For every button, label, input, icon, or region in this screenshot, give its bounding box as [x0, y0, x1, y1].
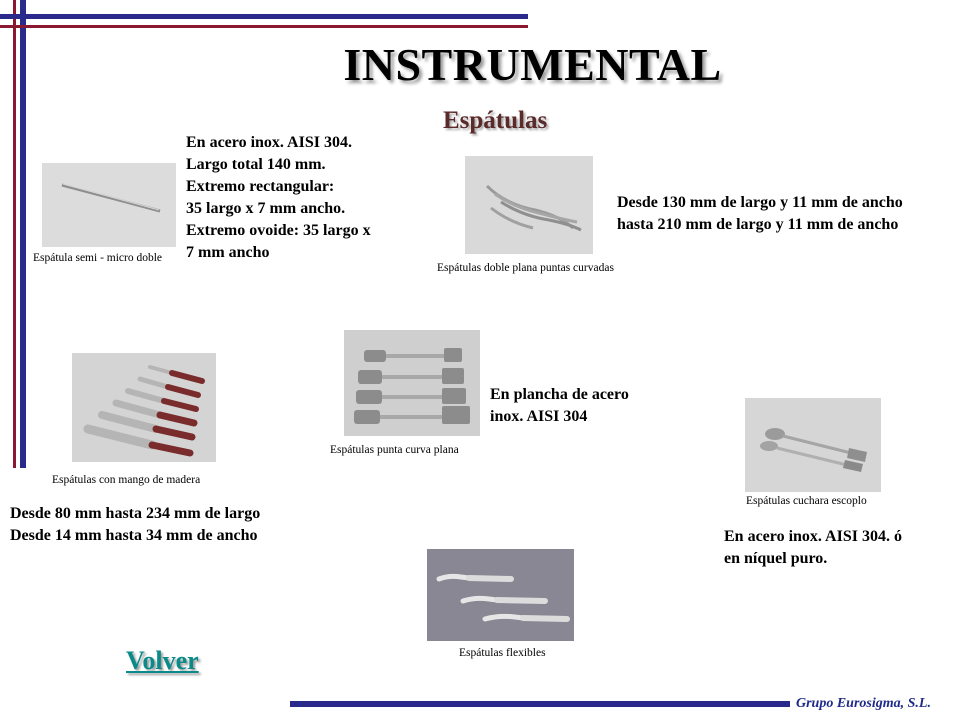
photo-espatulas-mango-madera: [72, 353, 216, 462]
description-line: En plancha de acero: [490, 386, 629, 403]
caption-espatulas-cuchara-escoplo: Espátulas cuchara escoplo: [746, 495, 867, 507]
footer-company: Grupo Eurosigma, S.L.: [796, 696, 931, 711]
description-line: Extremo rectangular:: [186, 178, 335, 195]
description-line: Extremo ovoide: 35 largo x: [186, 222, 371, 239]
description-espatulas-doble-plana: [617, 192, 903, 236]
frame-top-navy: [0, 14, 528, 19]
caption-espatulas-doble-plana: Espátulas doble plana puntas curvadas: [437, 262, 614, 274]
photo-espatula-semi-micro: [42, 163, 176, 247]
description-line: En acero inox. AISI 304.: [186, 134, 352, 151]
description-espatulas-cuchara-escoplo: [724, 526, 902, 570]
description-line: hasta 210 mm de largo y 11 mm de ancho: [617, 216, 899, 233]
description-espatula-semi-micro: [186, 132, 371, 264]
description-line: Largo total 140 mm.: [186, 156, 326, 173]
photo-espatulas-punta-curva: [344, 330, 480, 436]
description-line: en níquel puro.: [724, 550, 828, 567]
photo-espatulas-cuchara-escoplo: [745, 398, 881, 492]
description-line: Desde 80 mm hasta 234 mm de largo: [10, 505, 261, 522]
description-line: Desde 14 mm hasta 34 mm de ancho: [10, 527, 258, 544]
photo-espatulas-doble-plana: [465, 156, 593, 254]
description-line: inox. AISI 304: [490, 408, 588, 425]
back-link[interactable]: Volver: [126, 646, 199, 675]
caption-espatula-semi-micro: Espátula semi - micro doble: [33, 252, 163, 264]
description-line: 7 mm ancho: [186, 244, 270, 261]
section-subtitle: Espátulas: [443, 107, 548, 134]
description-espatulas-punta-curva: [490, 384, 629, 428]
caption-espatulas-mango-madera: Espátulas con mango de madera: [52, 474, 201, 486]
description-espatulas-mango-madera: [10, 503, 260, 547]
caption-espatulas-punta-curva: Espátulas punta curva plana: [330, 444, 459, 456]
description-line: Desde 130 mm de largo y 11 mm de ancho: [617, 194, 903, 211]
page-title: INSTRUMENTAL: [343, 39, 722, 90]
caption-espatulas-flexibles: Espátulas flexibles: [459, 647, 546, 659]
photo-espatulas-flexibles: [427, 549, 574, 641]
footer-bar: [290, 701, 790, 707]
description-line: En acero inox. AISI 304. ó: [724, 528, 902, 545]
description-line: 35 largo x 7 mm ancho.: [186, 200, 346, 217]
frame-top-maroon: [0, 25, 528, 28]
